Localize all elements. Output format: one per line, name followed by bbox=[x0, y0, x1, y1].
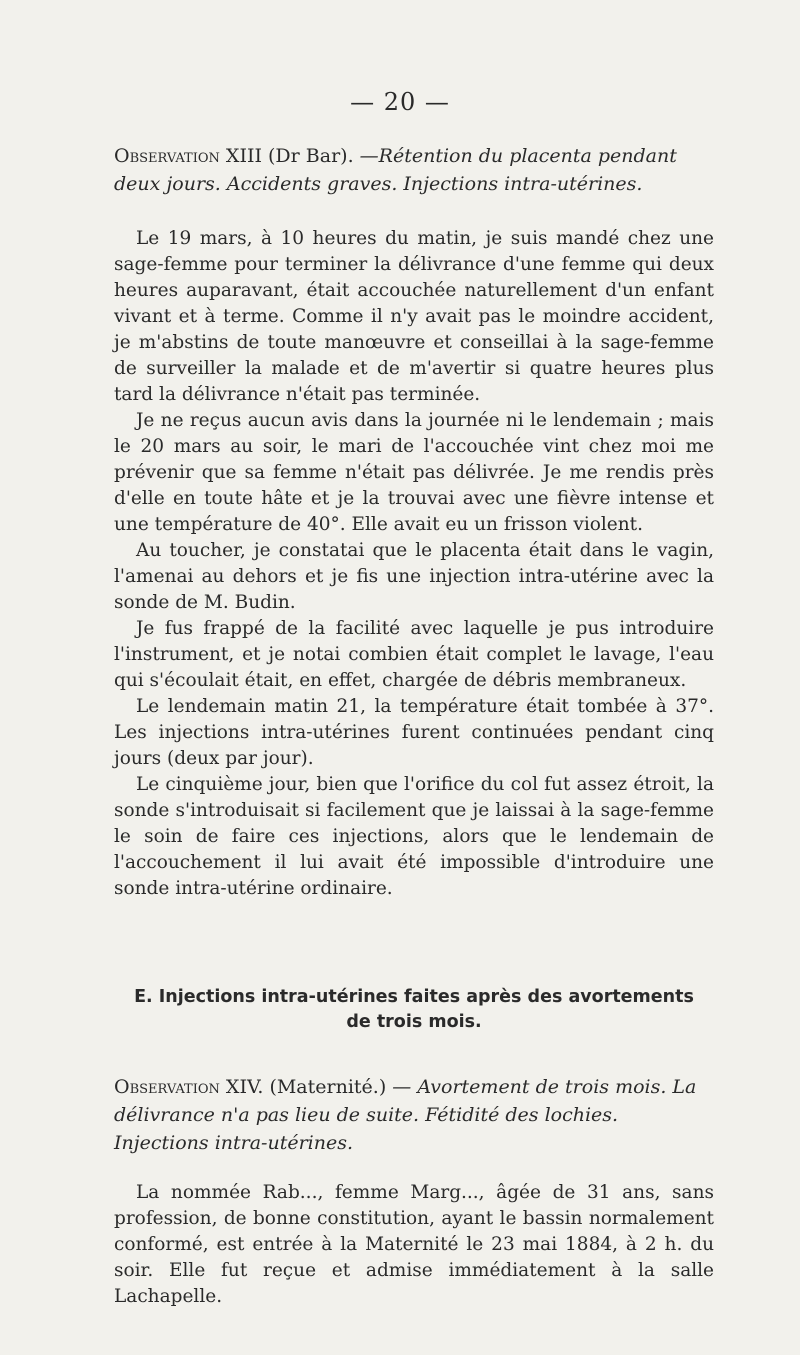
observation-source: (Maternité.) bbox=[269, 1076, 387, 1098]
observation-xiv-body bbox=[114, 1180, 714, 1310]
section-heading-line: de trois mois. bbox=[346, 1012, 482, 1032]
observation-xiii-body bbox=[114, 226, 714, 902]
observation-label: Observation XIII bbox=[114, 145, 262, 167]
observation-xiii-heading bbox=[114, 142, 714, 198]
observation-title: — Avortement de trois mois. La délivrance n'a pas lieu de suite. Fétidité des lochies. Injections intra-utérines. bbox=[114, 1076, 697, 1154]
section-heading-line: E. Injections intra-utérines faites après des avortements bbox=[134, 987, 694, 1007]
paragraph: Le 19 mars, à 10 heures du matin, je suis mandé chez une sage-femme pour terminer la délivrance d'une femme qui deux heures auparavant, était accouchée naturellement d'un enfant vivant et à terme. Comme il n'y avait pas le moindre accident, je m'abstins de toute manœuvre et conseillai à la sage-femme de surveiller la malade et de m'avertir si quatre heures plus tard la délivrance n'était pas terminée. bbox=[114, 228, 714, 405]
paragraph: Le lendemain matin 21, la température était tombée à 37°. Les injections intra-utérines furent continuées pendant cinq jours (deux par jour). bbox=[114, 696, 714, 769]
observation-label: Observation XIV. bbox=[114, 1076, 264, 1098]
page-number: — 20 — bbox=[350, 88, 450, 116]
paragraph: Je ne reçus aucun avis dans la journée ni le lendemain ; mais le 20 mars au soir, le mari de l'accouchée vint chez moi me prévenir que sa femme n'était pas délivrée. Je me rendis près d'elle en toute hâte et je la trouvai avec une fièvre intense et une température de 40°. Elle avait eu un frisson violent. bbox=[114, 410, 714, 535]
paragraph: Au toucher, je constatai que le placenta était dans le vagin, l'amenai au dehors et je fis une injection intra-utérine avec la sonde de M. Budin. bbox=[114, 540, 714, 613]
observation-title: —Rétention du placenta pendant deux jours. Accidents graves. Injections intra-utérines. bbox=[114, 145, 677, 195]
paragraph: Le cinquième jour, bien que l'orifice du col fut assez étroit, la sonde s'introduisait si facilement que je laissai à la sage-femme le soin de faire ces injections, alors que le lendemain de l'accouchement il lui avait été impossible d'introduire une sonde intra-utérine ordinaire. bbox=[114, 774, 714, 899]
observation-xiv-heading bbox=[114, 1073, 714, 1157]
observation-author: (Dr Bar). bbox=[268, 145, 354, 167]
section-heading bbox=[114, 985, 714, 1035]
paragraph: Je fus frappé de la facilité avec laquelle je pus introduire l'instrument, et je notai combien était complet le lavage, l'eau qui s'écoulait était, en effet, chargée de débris membraneux. bbox=[114, 618, 714, 691]
paragraph: La nommée Rab..., femme Marg..., âgée de 31 ans, sans profession, de bonne constitution, ayant le bassin normalement conformé, est entrée à la Maternité le 23 mai 1884, à 2 h. du soir. Elle fut reçue et admise immédiatement à la salle Lachapelle. bbox=[114, 1182, 714, 1307]
